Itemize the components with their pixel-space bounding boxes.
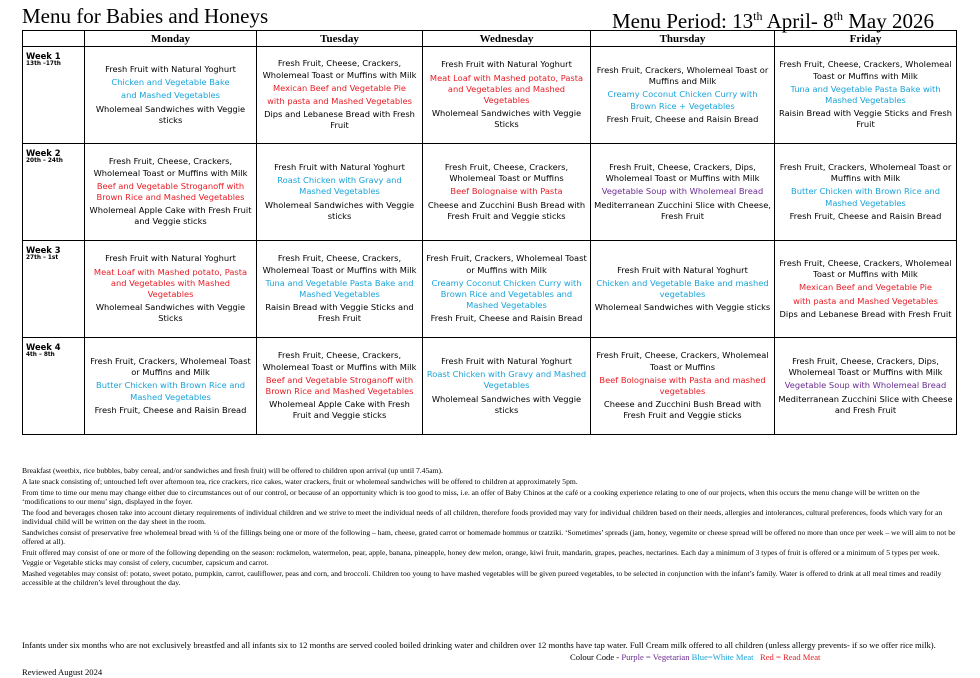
menu-cell-wednesday	[423, 144, 591, 241]
menu-cell-thursday	[591, 241, 775, 338]
meal-item: Fresh Fruit with Natural Yoghurt	[105, 63, 236, 74]
meal-item: Fresh Fruit, Crackers, Wholemeal Toast or Muffins with Milk	[426, 253, 587, 275]
meal-item: Tuna and Vegetable Pasta Bake with Mashed Vegetables	[790, 83, 941, 105]
meal-item: Fresh Fruit, Cheese and Raisin Bread	[94, 404, 247, 415]
period-sup-1: th	[753, 9, 763, 23]
page-title: Menu for Babies and Honeys	[22, 4, 269, 28]
meal-item: Fresh Fruit, Cheese and Raisin Bread	[789, 210, 942, 221]
period-prefix: Menu Period: 13	[611, 9, 754, 33]
colour-code-label: Colour Code -	[570, 652, 622, 662]
meal-item: Chicken and Vegetable Bake and mashed vegetables	[596, 277, 769, 299]
meal-item: Fresh Fruit, Cheese and Raisin Bread	[430, 313, 583, 324]
period-mid: April- 8	[762, 9, 834, 33]
legend-red: Red = Read Meat	[760, 652, 821, 662]
menu-cell-thursday	[591, 144, 775, 241]
meal-item: Tuna and Vegetable Pasta Bake and Mashed Vegetables	[265, 277, 414, 299]
week-label: Week 3	[26, 245, 61, 255]
meal-item: Fresh Fruit with Natural Yoghurt	[441, 59, 572, 70]
meal-item: Fresh Fruit, Cheese, Crackers, Wholemeal Toast or Muffins with Milk	[779, 257, 952, 280]
menu-cell-wednesday	[423, 47, 591, 144]
meal-item: Raisin Bread with Veggie Sticks and Fresh Fruit	[265, 302, 414, 324]
week-dates: 13th –17th	[26, 61, 61, 67]
week-row	[23, 241, 957, 338]
meal-item: Wholemeal Sandwiches with Veggie sticks	[95, 103, 246, 125]
meal-item: Butter Chicken with Brown Rice and Mashed Vegetables	[96, 380, 245, 402]
menu-period	[612, 4, 934, 33]
day-header-row	[23, 31, 957, 47]
note-menu-changes: From time to time our menu may change either due to circumstances out of our control, or because of an opportunity which is too good to miss, i.e. an offer of Baby Chinos at the café or a cooking experience relating to one of our projects, when this occurs the menu change will be written on the ‘modifications to our menu’ sign, displayed in the foyer.	[22, 487, 920, 506]
meal-item: Cheese and Zucchini Bush Bread with Fresh Fruit and Veggie sticks	[427, 199, 586, 221]
meal-item: Dips and Lebanese Bread with Fresh Fruit	[264, 109, 415, 131]
meal-item: with pasta and Mashed Vegetables	[267, 96, 412, 106]
meal-item: Fresh Fruit, Crackers, Wholemeal Toast or Muffins and Milk	[596, 64, 769, 87]
week-label: Week 1	[26, 51, 61, 61]
day-header-monday: Monday	[85, 31, 257, 47]
meal-item: Fresh Fruit with Natural Yoghurt	[617, 264, 748, 275]
meal-item: Cheese and Zucchini Bush Bread with Fresh Fruit and Veggie sticks	[603, 399, 762, 421]
meal-item: Roast Chicken with Gravy and Mashed Vegetables	[426, 369, 587, 391]
week-row	[23, 338, 957, 435]
meal-item: Fresh Fruit with Natural Yoghurt	[441, 355, 572, 366]
week-label: Week 2	[26, 148, 61, 158]
day-header-tuesday: Tuesday	[257, 31, 423, 47]
meal-item: Vegetable Soup with Wholemeal Bread	[601, 186, 764, 197]
note-breakfast: Breakfast (weetbix, rice bubbles, baby cereal, and/or sandwiches and fresh fruit) will be offered to children upon arrival (up until 7.45am).	[22, 466, 443, 475]
menu-cell-friday	[775, 47, 957, 144]
meal-item: Fresh Fruit, Crackers, Wholemeal Toast or Muffins with Milk	[779, 161, 952, 184]
corner-cell	[23, 31, 85, 47]
menu-cell-wednesday	[423, 338, 591, 435]
meal-item: Butter Chicken with Brown Rice and Mashed Vegetables	[791, 186, 940, 208]
meal-item: Beef Bolognaise with Pasta	[450, 186, 563, 197]
meal-item: Fresh Fruit, Cheese, Crackers, Wholemeal Toast or Muffins with Milk	[262, 350, 417, 372]
note-mashed-veg: Mashed vegetables may consist of: potato, sweet potato, pumpkin, carrot, cauliflower, peas and corn, and broccoli. Children too young to have mashed vegetables will be given pureed vegetables, to be selected in conjunction with the infant’s family. Water is offered to drink at all meal times and readily accessible at the children’s level throughout the day.	[22, 569, 942, 588]
day-header-friday: Friday	[775, 31, 957, 47]
meal-item: Wholemeal Sandwiches with Veggie sticks	[264, 199, 415, 221]
menu-cell-friday	[775, 338, 957, 435]
meal-item: Fresh Fruit, Cheese, Crackers, Dips, Wholemeal Toast or Muffins with Milk	[788, 355, 943, 378]
menu-cell-monday	[85, 338, 257, 435]
menu-cell-tuesday	[257, 338, 423, 435]
menu-body	[23, 47, 957, 435]
menu-cell-wednesday	[423, 241, 591, 338]
meal-item: Fresh Fruit, Cheese, Crackers, Wholemeal Toast or Muffins	[596, 350, 769, 372]
note-fruit: Fruit offered may consist of one or more of the following depending on the season: rockmelon, watermelon, pear, apple, banana, pineapple, honey dew melon, orange, kiwi fruit, mandarin, grapes, peaches, nectarines. Each day a minimum of 3 types of fruit is offered or a minimum of 5 types per week.	[22, 547, 940, 557]
day-header-wednesday: Wednesday	[423, 31, 591, 47]
period-suffix: May 2026	[843, 9, 934, 33]
meal-item: Fresh Fruit, Cheese, Crackers, Wholemeal Toast or Muffins with Milk	[262, 253, 417, 275]
meal-item: Chicken and Vegetable Bake	[111, 77, 230, 88]
infant-note: Infants under six months who are not exclusively breastfed and all infants six to 12 months are served cooled boiled drinking water and children over 12 months have tap water. Full Cream milk offered to all children (unless allergy prevents- if so we offer rice milk).	[22, 640, 936, 650]
menu-cell-tuesday	[257, 47, 423, 144]
legend-purple: Purple = Vegetarian	[621, 652, 690, 662]
meal-item: Fresh Fruit, Cheese, Crackers, Wholemeal Toast or Muffins with Milk	[262, 58, 417, 80]
meal-item: Mexican Beef and Vegetable Pie	[273, 82, 406, 93]
meal-item: Fresh Fruit, Cheese, Crackers, Wholemeal Toast or Muffins	[444, 161, 569, 184]
day-header-thursday: Thursday	[591, 31, 775, 47]
meal-item: Mediterranean Zucchini Slice with Cheese and Fresh Fruit	[778, 393, 953, 415]
menu-cell-thursday	[591, 47, 775, 144]
menu-cell-monday	[85, 47, 257, 144]
week-label-cell	[23, 241, 85, 338]
menu-cell-thursday	[591, 338, 775, 435]
meal-item: Mediterranean Zucchini Slice with Cheese, Fresh Fruit	[594, 199, 771, 221]
meal-item: Wholemeal Sandwiches with Veggie Sticks	[431, 108, 582, 130]
meal-item: Creamy Coconut Chicken Curry with Brown Rice + Vegetables	[607, 89, 758, 111]
menu-cell-friday	[775, 144, 957, 241]
week-dates: 27th – 1st	[26, 255, 59, 261]
menu-cell-tuesday	[257, 144, 423, 241]
meal-item: Fresh Fruit, Cheese, Crackers, Wholemeal Toast or Muffins with Milk	[779, 59, 952, 81]
meal-item: Beef and Vegetable Stroganoff with Brown Rice and Mashed Vegetables	[96, 180, 245, 202]
meal-item: Creamy Coconut Chicken Curry with Brown Rice and Vegetables and Mashed Vegetables	[431, 277, 582, 311]
meal-item: Wholemeal Apple Cake with Fresh Fruit and Veggie sticks	[269, 399, 410, 421]
week-row	[23, 47, 957, 144]
meal-item: Fresh Fruit, Crackers, Wholemeal Toast or Muffins and Milk	[90, 355, 251, 378]
week-row	[23, 144, 957, 241]
week-dates: 4th – 8th	[26, 352, 55, 358]
week-label-cell	[23, 47, 85, 144]
week-label-cell	[23, 338, 85, 435]
menu-cell-tuesday	[257, 241, 423, 338]
note-sandwiches: Sandwiches consist of preservative free wholemeal bread with ¼ of the fillings being one or more of the following – ham, cheese, grated carrot or homemade hommus or tzatziki. ‘Sometimes’ spreads (jam, honey, vegemite or cheese spread will be offered no more than once per week – we will aim to not be offered at all).	[22, 527, 956, 546]
note-veggie-sticks: Veggie or Vegetable sticks may consist of celery, cucumber, capsicum and carrot.	[22, 558, 269, 568]
meal-item: Wholemeal Sandwiches with Veggie sticks	[431, 393, 582, 415]
meal-item: Beef Bolognaise with Pasta and mashed vegetables	[599, 374, 766, 396]
meal-item: Meat Loaf with Mashed potato, Pasta and Vegetables with Mashed Vegetables	[93, 266, 248, 299]
meal-item: Beef and Vegetable Stroganoff with Brown Rice and Mashed Vegetables	[265, 374, 414, 396]
meal-item: and Mashed Vegetables	[121, 90, 220, 101]
menu-cell-monday	[85, 144, 257, 241]
reviewed-date: Reviewed August 2024	[22, 667, 103, 677]
meal-item: Wholemeal Sandwiches with Veggie sticks	[594, 302, 771, 313]
meal-item: Wholemeal Sandwiches with Veggie Sticks	[95, 302, 246, 324]
week-label-cell	[23, 144, 85, 241]
notes-section	[22, 466, 962, 589]
meal-item: Fresh Fruit with Natural Yoghurt	[105, 253, 236, 264]
meal-item: Meat Loaf with Mashed potato, Pasta and Vegetables and Mashed Vegetables	[429, 72, 584, 105]
meal-item: Fresh Fruit with Natural Yoghurt	[274, 161, 405, 172]
menu-cell-monday	[85, 241, 257, 338]
period-sup-2: th	[833, 9, 843, 23]
legend-blue: Blue=White Meat	[691, 652, 754, 662]
note-late-snack: A late snack consisting of; untouched left over afternoon tea, rice crackers, rice cakes, water crackers, fruit or wholemeal sandwiches will be offered to children at approximately 5pm.	[22, 476, 578, 486]
meal-item: Roast Chicken with Gravy and Mashed Vegetables	[277, 175, 402, 197]
meal-item: Fresh Fruit, Cheese, Crackers, Wholemeal Toast or Muffins with Milk	[93, 156, 248, 178]
meal-item: Raisin Bread with Veggie Sticks and Fresh Fruit	[779, 108, 952, 130]
meal-item: with pasta and Mashed Vegetables	[793, 295, 938, 306]
meal-item: Wholemeal Apple Cake with Fresh Fruit and Veggie sticks	[89, 205, 252, 227]
meal-item: Dips and Lebanese Bread with Fresh Fruit	[779, 308, 952, 319]
meal-item: Mexican Beef and Vegetable Pie	[799, 282, 932, 293]
meal-item: Vegetable Soup with Wholemeal Bread	[784, 380, 947, 391]
week-dates: 20th – 24th	[26, 158, 63, 164]
week-label: Week 4	[26, 342, 61, 352]
note-dietary: The food and beverages chosen take into account dietary requirements of individual children and we strive to meet the individual needs of all children, therefore foods provided may vary for individual children based on their needs, allergies and intolerances, cultural preferences, foods which vary for an individual child will be written on the day sheet in the room.	[22, 507, 943, 526]
meal-item: Fresh Fruit, Cheese, Crackers, Dips, Wholemeal Toast or Muffins with Milk	[605, 161, 760, 184]
meal-item: Fresh Fruit, Cheese and Raisin Bread	[606, 113, 759, 124]
colour-code-legend	[570, 652, 820, 662]
menu-cell-friday	[775, 241, 957, 338]
menu-table	[22, 30, 957, 435]
